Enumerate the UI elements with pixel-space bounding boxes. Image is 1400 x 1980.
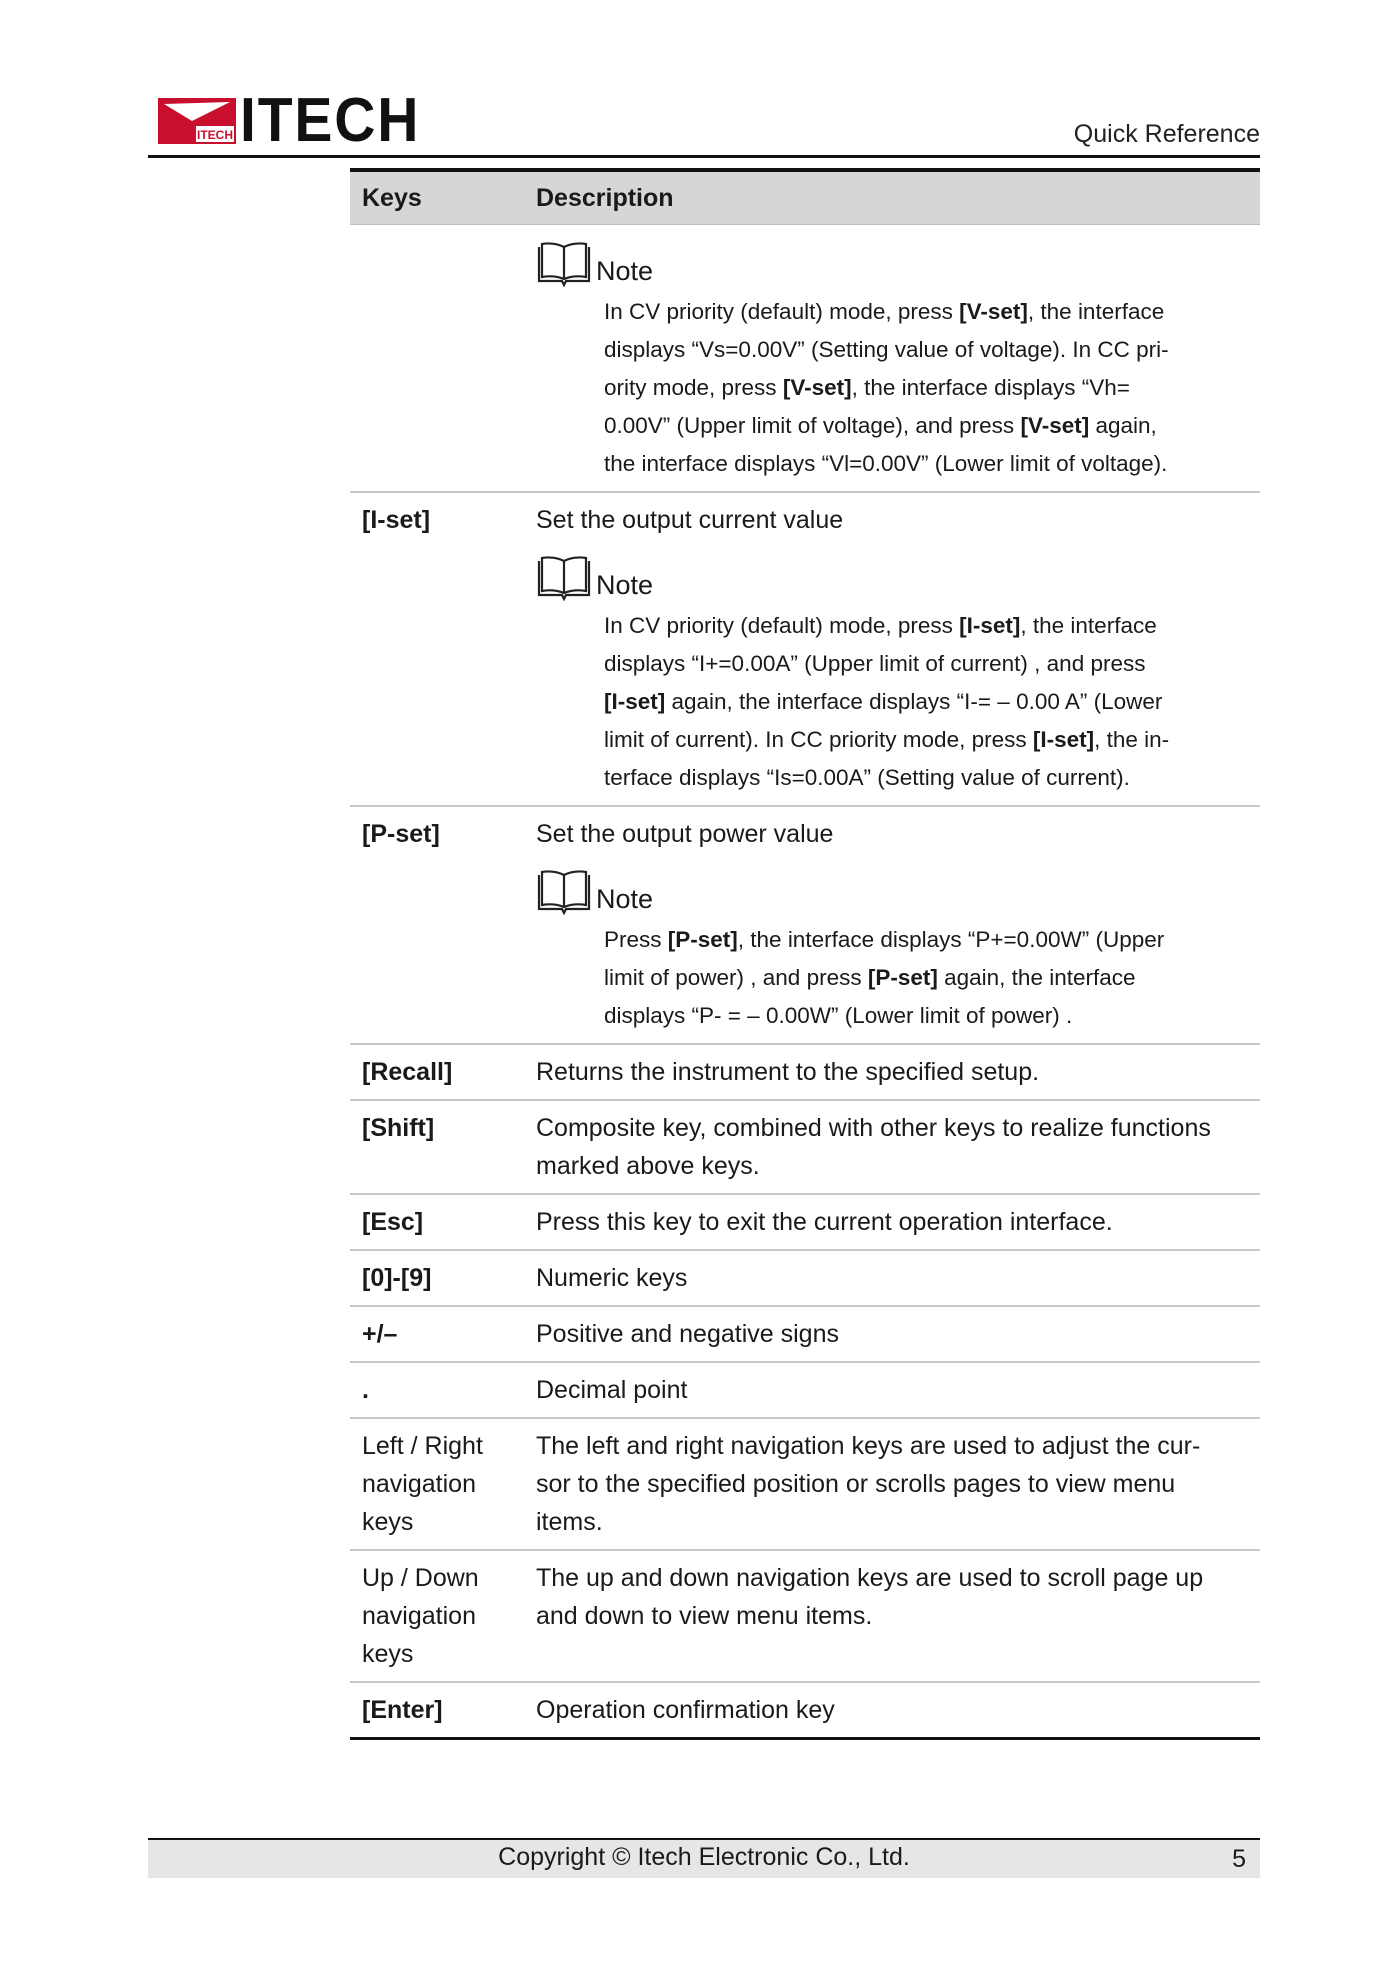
key-cell — [350, 1315, 536, 1353]
key-cell — [350, 233, 536, 483]
note-line: displays “I+=0.00A” (Upper limit of current) , and press — [604, 651, 1146, 676]
description-cell — [536, 1691, 1260, 1729]
note-block — [536, 865, 1246, 1035]
note-text — [604, 607, 1246, 797]
key-name: [Recall] — [362, 1058, 453, 1086]
key-cell — [350, 1371, 536, 1409]
header-divider — [148, 155, 1260, 158]
description-cell — [536, 1053, 1260, 1091]
itech-logo-mark-icon — [158, 98, 236, 144]
key-description: sor to the specified position or scrolls pages to view menu — [536, 1470, 1176, 1498]
table-row-iset — [350, 493, 1260, 807]
table-row — [350, 1419, 1260, 1551]
note-line: In CV priority (default) mode, press [I-set], the interface — [604, 613, 1157, 638]
keys-table — [350, 168, 1260, 1740]
section-title: Quick Reference — [1073, 120, 1260, 148]
itech-logo — [158, 86, 436, 155]
open-book-note-icon — [536, 869, 592, 915]
key-description: Operation confirmation key — [536, 1696, 835, 1724]
note-line: 0.00V” (Upper limit of voltage), and press [V-set] again, — [604, 413, 1157, 438]
note-block — [536, 237, 1246, 483]
open-book-note-icon — [536, 555, 592, 601]
key-name: [I-set] — [362, 506, 431, 534]
key-cell — [350, 1559, 536, 1673]
key-description: Set the output current value — [536, 506, 844, 534]
copyright-text: Copyright © Itech Electronic Co., Ltd. — [498, 1843, 910, 1871]
table-row — [350, 1551, 1260, 1683]
logo-wordmark: ITECH — [240, 86, 421, 155]
key-name: navigation — [362, 1470, 476, 1498]
note-line: limit of power) , and press [P-set] again, the interface — [604, 965, 1136, 990]
column-header-keys: Keys — [362, 183, 422, 212]
note-line: In CV priority (default) mode, press [V-set], the interface — [604, 299, 1165, 324]
key-description: Press this key to exit the current operation interface. — [536, 1208, 1113, 1236]
description-cell — [536, 1203, 1260, 1241]
table-header-row — [350, 172, 1260, 225]
key-name: Up / Down — [362, 1564, 479, 1592]
table-row — [350, 1251, 1260, 1307]
key-name: [P-set] — [362, 820, 440, 848]
key-description: The left and right navigation keys are used to adjust the cur- — [536, 1432, 1201, 1460]
key-cell — [350, 1427, 536, 1541]
key-name: [Shift] — [362, 1114, 435, 1142]
description-cell — [536, 1427, 1260, 1541]
table-row — [350, 1683, 1260, 1740]
note-line: the interface displays “Vl=0.00V” (Lower limit of voltage). — [604, 451, 1168, 476]
note-line: limit of current). In CC priority mode, press [I-set], the in- — [604, 727, 1170, 752]
key-cell — [350, 1691, 536, 1729]
key-cell — [350, 1053, 536, 1091]
key-cell — [350, 1259, 536, 1297]
note-line: terface displays “Is=0.00A” (Setting value of current). — [604, 765, 1130, 790]
key-description: and down to view menu items. — [536, 1602, 873, 1630]
description-cell — [536, 1259, 1260, 1297]
description-cell — [536, 1559, 1260, 1673]
key-description: Decimal point — [536, 1376, 688, 1404]
description-cell — [536, 1315, 1260, 1353]
description-cell — [536, 1109, 1260, 1185]
key-description: Positive and negative signs — [536, 1320, 839, 1348]
column-header-description: Description — [536, 183, 674, 212]
page-header — [148, 86, 1260, 158]
key-name: [Esc] — [362, 1208, 424, 1236]
note-block — [536, 551, 1246, 797]
key-name: [Enter] — [362, 1696, 443, 1724]
simple-rows — [350, 1045, 1260, 1740]
key-name: navigation — [362, 1602, 476, 1630]
note-label: Note — [596, 884, 654, 914]
key-name: keys — [362, 1508, 414, 1536]
key-description: Numeric keys — [536, 1264, 688, 1292]
note-line: ority mode, press [V-set], the interface displays “Vh= — [604, 375, 1130, 400]
table-row — [350, 1195, 1260, 1251]
description-cell — [536, 1371, 1260, 1409]
note-line: Press [P-set], the interface displays “P+=0.00W” (Upper — [604, 927, 1165, 952]
table-row — [350, 1101, 1260, 1195]
table-row — [350, 1045, 1260, 1101]
key-description: marked above keys. — [536, 1152, 760, 1180]
table-row-vset-note — [350, 225, 1260, 493]
note-label: Note — [596, 256, 654, 286]
key-name: +/– — [362, 1320, 398, 1348]
key-description: items. — [536, 1508, 603, 1536]
key-name: [0]-[9] — [362, 1264, 432, 1292]
note-label: Note — [596, 570, 654, 600]
key-description: Returns the instrument to the specified setup. — [536, 1058, 1040, 1086]
table-row — [350, 1363, 1260, 1419]
page-number: 5 — [1232, 1845, 1246, 1873]
key-name: keys — [362, 1640, 414, 1668]
page-footer — [148, 1838, 1260, 1878]
key-description: Set the output power value — [536, 820, 834, 848]
key-description: The up and down navigation keys are used to scroll page up — [536, 1564, 1204, 1592]
open-book-note-icon — [536, 241, 592, 287]
table-row — [350, 1307, 1260, 1363]
note-line: [I-set] again, the interface displays “I-= – 0.00 A” (Lower — [604, 689, 1163, 714]
key-name: . — [362, 1376, 369, 1404]
note-line: displays “P- = – 0.00W” (Lower limit of power) . — [604, 1003, 1073, 1028]
key-description: Composite key, combined with other keys to realize functions — [536, 1114, 1211, 1142]
note-text — [604, 293, 1246, 483]
svg-text:ITECH: ITECH — [197, 128, 233, 142]
table-row-pset — [350, 807, 1260, 1045]
key-name: Left / Right — [362, 1432, 483, 1460]
note-text — [604, 921, 1246, 1035]
key-cell — [350, 1109, 536, 1185]
note-line: displays “Vs=0.00V” (Setting value of voltage). In CC pri- — [604, 337, 1169, 362]
key-cell — [350, 1203, 536, 1241]
